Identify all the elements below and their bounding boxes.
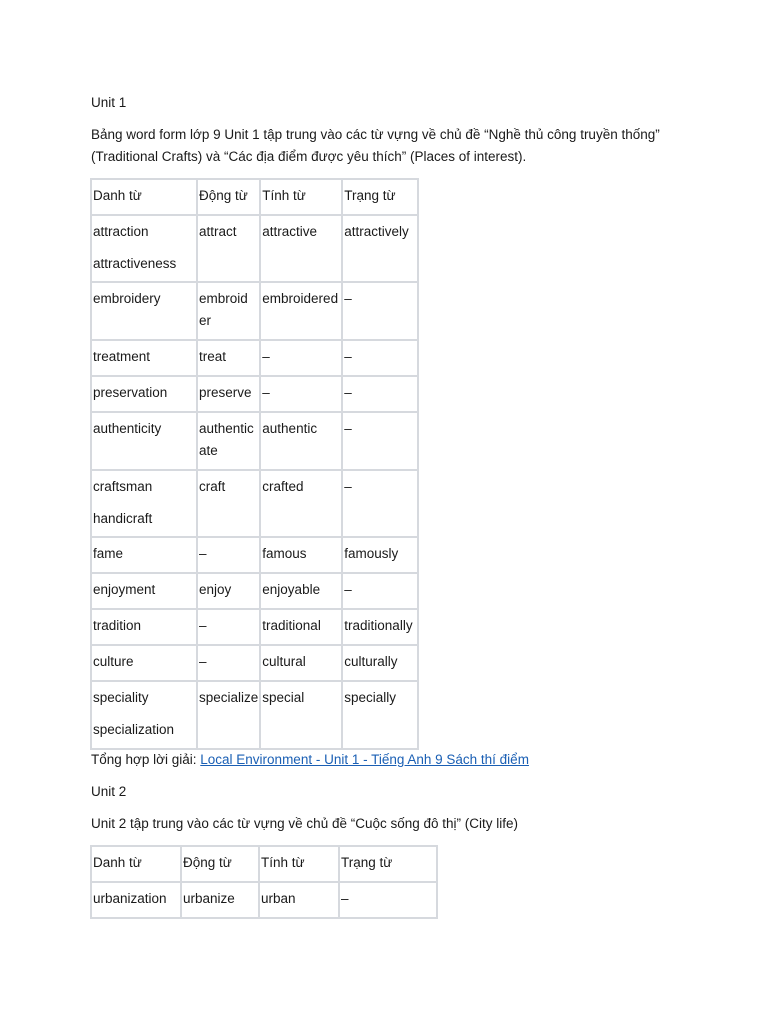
table-row (91, 537, 418, 573)
noun-cell: tradition (91, 609, 197, 645)
noun-cell (91, 681, 197, 749)
adjective-cell: special (260, 681, 342, 749)
adverb-cell: – (342, 412, 418, 470)
noun-text: handicraft (93, 511, 153, 526)
verb-text: embroid (199, 291, 248, 306)
noun-cell: fame (91, 537, 197, 573)
adverb-cell: – (342, 573, 418, 609)
noun-cell: enjoyment (91, 573, 197, 609)
adverb-cell: – (339, 882, 437, 918)
noun-cell: authenticity (91, 412, 197, 470)
verb-cell: – (197, 537, 260, 573)
noun-text: attraction (93, 224, 149, 239)
adverb-cell: specially (342, 681, 418, 749)
verb-cell: preserve (197, 376, 260, 412)
adverb-cell: famously (342, 537, 418, 573)
table-row (91, 573, 418, 609)
unit2-word-form-table (90, 845, 438, 919)
adjective-cell: authentic (260, 412, 342, 470)
table-row (91, 645, 418, 681)
noun-cell (91, 215, 197, 282)
header-adjective: Tính từ (259, 846, 339, 882)
verb-text: er (199, 313, 212, 328)
header-adverb: Trạng từ (339, 846, 437, 882)
noun-cell: urbanization (91, 882, 181, 918)
adjective-cell: traditional (260, 609, 342, 645)
verb-cell: treat (197, 340, 260, 376)
noun-cell: culture (91, 645, 197, 681)
adverb-cell: – (342, 282, 418, 340)
unit1-intro-line1: Bảng word form lớp 9 Unit 1 tập trung vào các từ vựng về chủ đề “Nghề thủ công truyền thống” (91, 127, 660, 142)
table-header-row (91, 179, 418, 215)
adverb-cell: – (342, 470, 418, 537)
header-verb: Động từ (197, 179, 260, 215)
verb-cell: urbanize (181, 882, 259, 918)
unit1-summary (91, 749, 529, 771)
adjective-cell: famous (260, 537, 342, 573)
noun-cell: embroidery (91, 282, 197, 340)
noun-text: specialization (93, 722, 175, 737)
table-row (91, 412, 418, 470)
table-row (91, 882, 437, 918)
verb-cell: enjoy (197, 573, 260, 609)
unit1-heading: Unit 1 (91, 95, 127, 110)
unit2-intro: Unit 2 tập trung vào các từ vựng về chủ đề “Cuộc sống đô thị” (City life) (91, 816, 519, 831)
noun-text: speciality (93, 690, 149, 705)
verb-cell: – (197, 645, 260, 681)
adjective-cell: attractive (260, 215, 342, 282)
table-row (91, 681, 418, 749)
table-row (91, 215, 418, 282)
table-row (91, 376, 418, 412)
adjective-cell: urban (259, 882, 339, 918)
verb-text: authentic (199, 421, 254, 436)
verb-cell: attract (197, 215, 260, 282)
header-adjective: Tính từ (260, 179, 342, 215)
noun-cell (91, 470, 197, 537)
adverb-cell: traditionally (342, 609, 418, 645)
verb-text: ate (199, 443, 218, 458)
summary-link[interactable]: Local Environment - Unit 1 - Tiếng Anh 9 Sách thí điểm (200, 752, 529, 767)
table-row (91, 470, 418, 537)
verb-cell (197, 282, 260, 340)
header-verb: Động từ (181, 846, 259, 882)
header-adverb: Trạng từ (342, 179, 418, 215)
adjective-cell: enjoyable (260, 573, 342, 609)
unit2-heading: Unit 2 (91, 784, 127, 799)
verb-cell: – (197, 609, 260, 645)
noun-cell: treatment (91, 340, 197, 376)
table-row (91, 282, 418, 340)
summary-label: Tổng hợp lời giải: (91, 752, 201, 767)
unit1-intro-line2: (Traditional Crafts) và “Các địa điểm được yêu thích” (Places of interest). (91, 149, 527, 164)
adverb-cell: – (342, 376, 418, 412)
verb-cell: craft (197, 470, 260, 537)
adverb-cell: attractively (342, 215, 418, 282)
noun-text: attractiveness (93, 256, 177, 271)
unit1-word-form-table (90, 178, 419, 750)
header-noun: Danh từ (91, 179, 197, 215)
adjective-cell: – (260, 340, 342, 376)
verb-cell (197, 412, 260, 470)
header-noun: Danh từ (91, 846, 181, 882)
adjective-cell: crafted (260, 470, 342, 537)
verb-cell: specialize (197, 681, 260, 749)
adjective-cell: cultural (260, 645, 342, 681)
table-row (91, 340, 418, 376)
adverb-cell: – (342, 340, 418, 376)
adverb-cell: culturally (342, 645, 418, 681)
noun-cell: preservation (91, 376, 197, 412)
table-header-row (91, 846, 437, 882)
table-row (91, 609, 418, 645)
noun-text: craftsman (93, 479, 153, 494)
adjective-cell: – (260, 376, 342, 412)
adjective-cell: embroidered (260, 282, 342, 340)
